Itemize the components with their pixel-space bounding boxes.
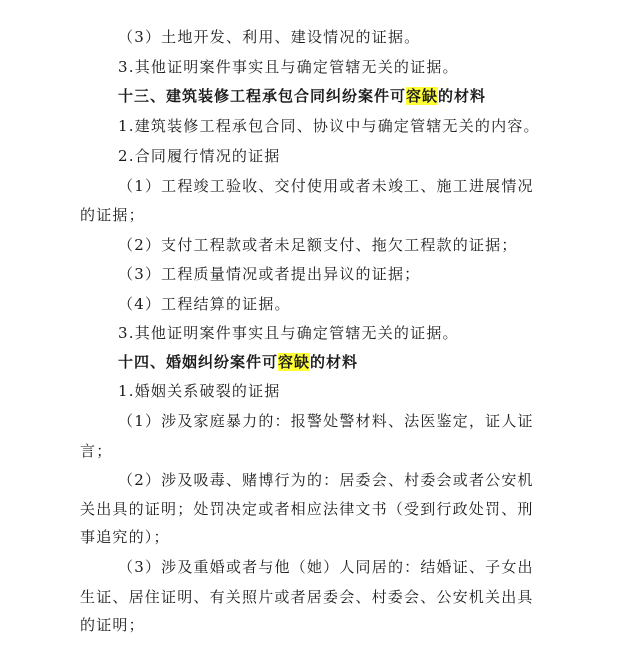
section-heading <box>118 352 358 372</box>
text-line: 言； <box>80 442 113 460</box>
text-line: 生证、居住证明、有关照片或者居委会、村委会、公安机关出具 <box>80 588 534 606</box>
text-line: （4）工程结算的证据。 <box>118 295 291 313</box>
heading-text: 的材料 <box>310 353 359 371</box>
text-line: （1）涉及家庭暴力的：报警处警材料、法医鉴定，证人证 <box>118 412 534 430</box>
text-line: （3）土地开发、利用、建设情况的证据。 <box>118 28 421 46</box>
text-line: 的证明； <box>80 616 145 634</box>
text-line: 3.其他证明案件事实且与确定管辖无关的证据。 <box>118 324 459 342</box>
text-line: （2）涉及吸毒、赌博行为的：居委会、村委会或者公安机 <box>118 471 534 489</box>
heading-text: 十四、婚姻纠纷案件可 <box>118 353 279 371</box>
highlighted-text: 容缺 <box>406 87 439 105</box>
section-heading <box>118 86 486 106</box>
heading-text: 十三、建筑装修工程承包合同纠纷案件可 <box>118 87 407 105</box>
highlighted-text: 容缺 <box>278 353 311 371</box>
heading-text: 的材料 <box>438 87 487 105</box>
text-line: （3）工程质量情况或者提出异议的证据； <box>118 265 421 283</box>
text-line: 关出具的证明；处罚决定或者相应法律文书（受到行政处罚、刑 <box>80 500 534 518</box>
text-line: 事追究的）； <box>80 528 170 546</box>
text-line: 3.其他证明案件事实且与确定管辖无关的证据。 <box>118 58 459 76</box>
text-line: 1.建筑装修工程承包合同、协议中与确定管辖无关的内容。 <box>118 117 540 135</box>
text-line: （2）支付工程款或者未足额支付、拖欠工程款的证据； <box>118 236 518 254</box>
text-line: 2.合同履行情况的证据 <box>118 147 281 165</box>
text-line: 的证据； <box>80 206 145 224</box>
text-line: （3）涉及重婚或者与他（她）人同居的：结婚证、子女出 <box>118 558 534 576</box>
text-line: （1）工程竣工验收、交付使用或者未竣工、施工进展情况 <box>118 177 534 195</box>
text-line: 1.婚姻关系破裂的证据 <box>118 382 281 400</box>
